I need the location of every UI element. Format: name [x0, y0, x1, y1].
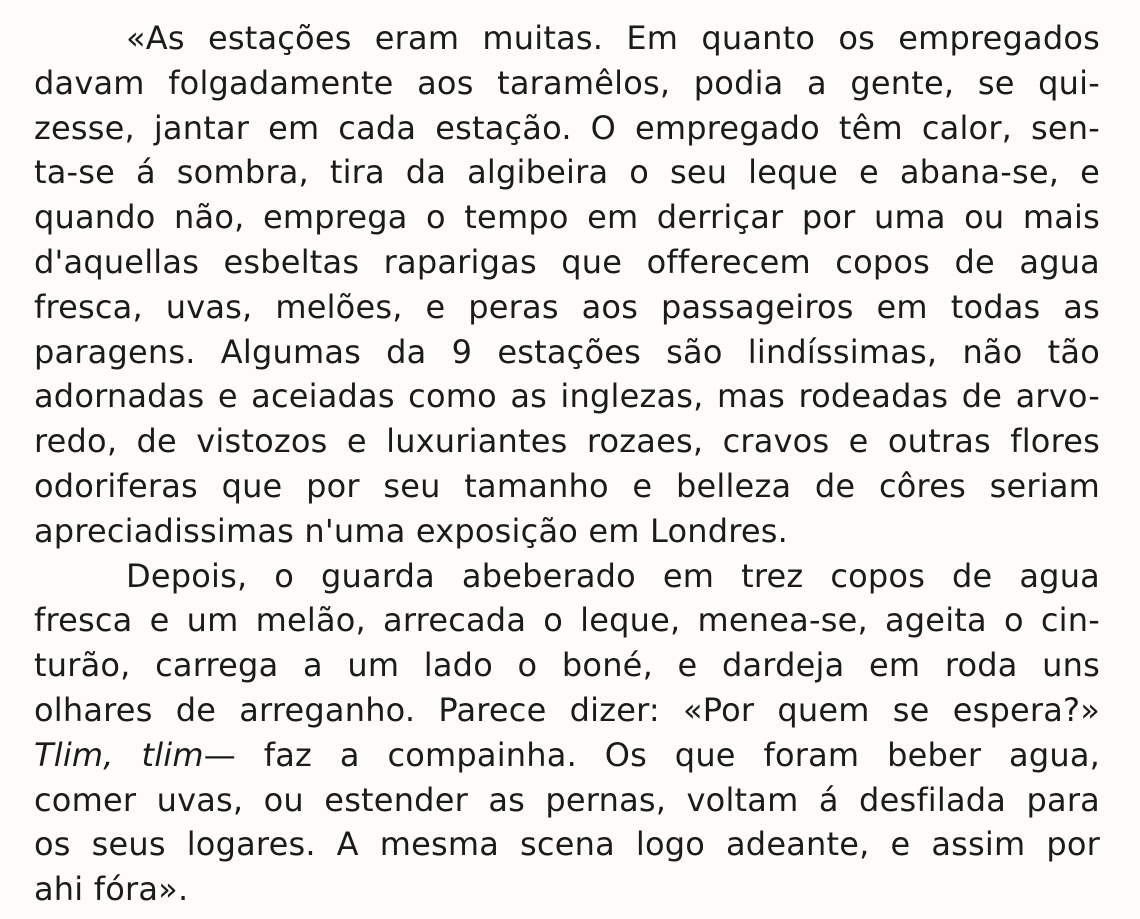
text-line: paragens. Algumas da 9 estações são lindíssimas, não tão — [34, 332, 1100, 371]
text-line: adornadas e aceiadas como as inglezas, mas rodeadas de arvo- — [34, 377, 1100, 416]
text-line: comer uvas, ou estender as pernas, voltam á desfilada para — [34, 780, 1100, 819]
italic-text: Tlim, tlim — [34, 735, 204, 774]
text-line: zesse, jantar em cada estação. O empregado têm calor, sen- — [34, 108, 1100, 147]
text-line: Depois, o guarda abeberado em trez copos de agua — [126, 556, 1100, 595]
text-line: davam folgadamente aos taramêlos, podia a gente, se qui- — [34, 63, 1100, 102]
text-line: d'aquellas esbeltas raparigas que offerecem copos de agua — [34, 242, 1100, 281]
text-line: apreciadissimas n'uma exposição em Londres. — [34, 511, 789, 550]
text-line: ahi fóra». — [34, 870, 189, 909]
text-line: olhares de arreganho. Parece dizer: «Por quem se espera?» — [34, 690, 1100, 729]
text-line: quando não, emprega o tempo em derriçar por uma ou mais — [34, 198, 1100, 237]
text-line: fresca e um melão, arrecada o leque, menea-se, ageita o cin- — [34, 601, 1100, 640]
text-line: os seus logares. A mesma scena logo adeante, e assim por — [34, 825, 1100, 864]
text-line: fresca, uvas, melões, e peras aos passageiros em todas as — [34, 287, 1100, 326]
text-line: turão, carrega a um lado o boné, e dardeja em roda uns — [34, 646, 1100, 685]
text-line: redo, de vistozos e luxuriantes rozaes, cravos e outras flores — [34, 422, 1100, 461]
paragraph-2 — [34, 554, 1100, 912]
text-segment: — faz a compainha. Os que foram beber agua, — [203, 735, 1101, 774]
text-line: «As estações eram muitas. Em quanto os empregados — [126, 19, 1100, 57]
paragraph-1 — [34, 16, 1100, 554]
text-line: odoriferas que por seu tamanho e belleza de côres seriam — [34, 466, 1100, 505]
text-line: ta-se á sombra, tira da algibeira o seu leque e abana-se, e — [34, 153, 1100, 192]
text-line-mixed — [34, 733, 1100, 778]
